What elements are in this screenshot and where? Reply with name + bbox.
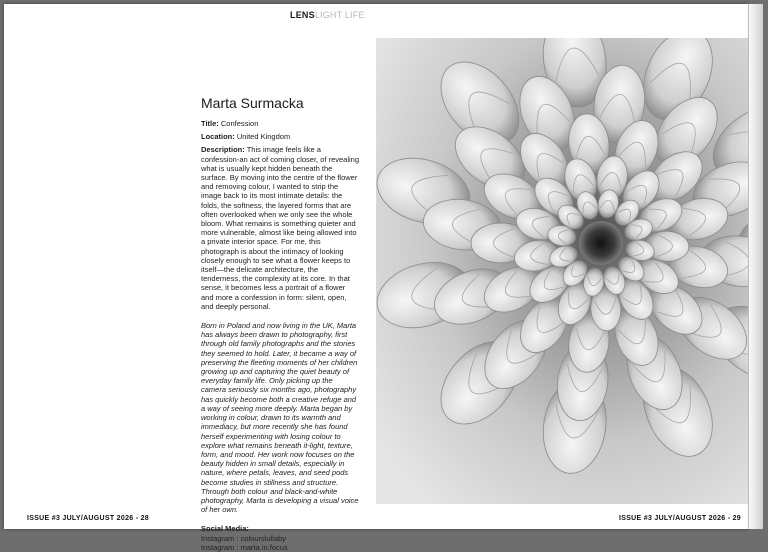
social-heading: Social Media: [201, 524, 249, 534]
article-text-column [201, 95, 359, 552]
folio-right: ISSUE #3 JULY/AUGUST 2026 - 29 [619, 515, 741, 522]
title-value: Confession [218, 119, 259, 128]
social-instagram-1: Instagram : colourslullaby [201, 533, 287, 543]
title-label: Title: [201, 119, 219, 128]
location-line [201, 132, 359, 141]
location-value: United Kingdom [234, 132, 291, 142]
masthead-brand: LENS [290, 10, 315, 20]
masthead [290, 10, 365, 20]
description-paragraph [201, 145, 359, 311]
folio-left: ISSUE #3 JULY/AUGUST 2026 - 28 [27, 515, 149, 522]
description-label: Description: [201, 145, 245, 155]
bio-paragraph: Born in Poland and now living in the UK, Marta has always been drawn to photography, first through old family photographs and the stories they seemed to hold. Later, it became a way of preserving the fleeting moments of her children growing up and capturing the quiet beauty of everyday family life. Only picking up the camera seriously six months ago, photography has quickly become both a creative refuge and a way of seeing more deeply. Marta began by working in colour, drawn to its warmth and immediacy, but more recently she has found herself experimenting with losing colour to explore what remains beneath it-light, texture, form, and mood. Her work now focuses on the beauty hidden in small details, especially in nature, where petals, leaves, and seed pods become studies in stillness and structure. Through both colour and black-and-white photography, Marta is developing a visual voice of her own. [201, 321, 359, 515]
description-text: This image feels like a confession-an act of coming closer, of revealing what is usually kept hidden beneath the surface. By moving into the centre of the flower and removing colour, I wanted to strip the image back to its most intimate details: the folds, the softness, the layered forms that are often overlooked when we only see the whole bloom. What remains is something quieter and more vulnerable, almost like being allowed into a private interior space. For me, this photograph is about the intimacy of looking closely enough to see what a flower keeps to itself—the delicate architecture, the tenderness, the complexity at its core. In that sense, it becomes less a portrait of a flower and more a confession in form: silent, open, and deeply personal. [201, 145, 360, 311]
page-stack-edge [748, 4, 763, 529]
author-name: Marta Surmacka [201, 95, 304, 111]
masthead-sub: LIGHT LIFE [314, 10, 365, 20]
social-instagram-2: Instagram : marta.in.focus [201, 542, 288, 552]
location-label: Location: [201, 132, 235, 142]
title-line [201, 119, 359, 128]
dahlia-photo [376, 38, 748, 504]
